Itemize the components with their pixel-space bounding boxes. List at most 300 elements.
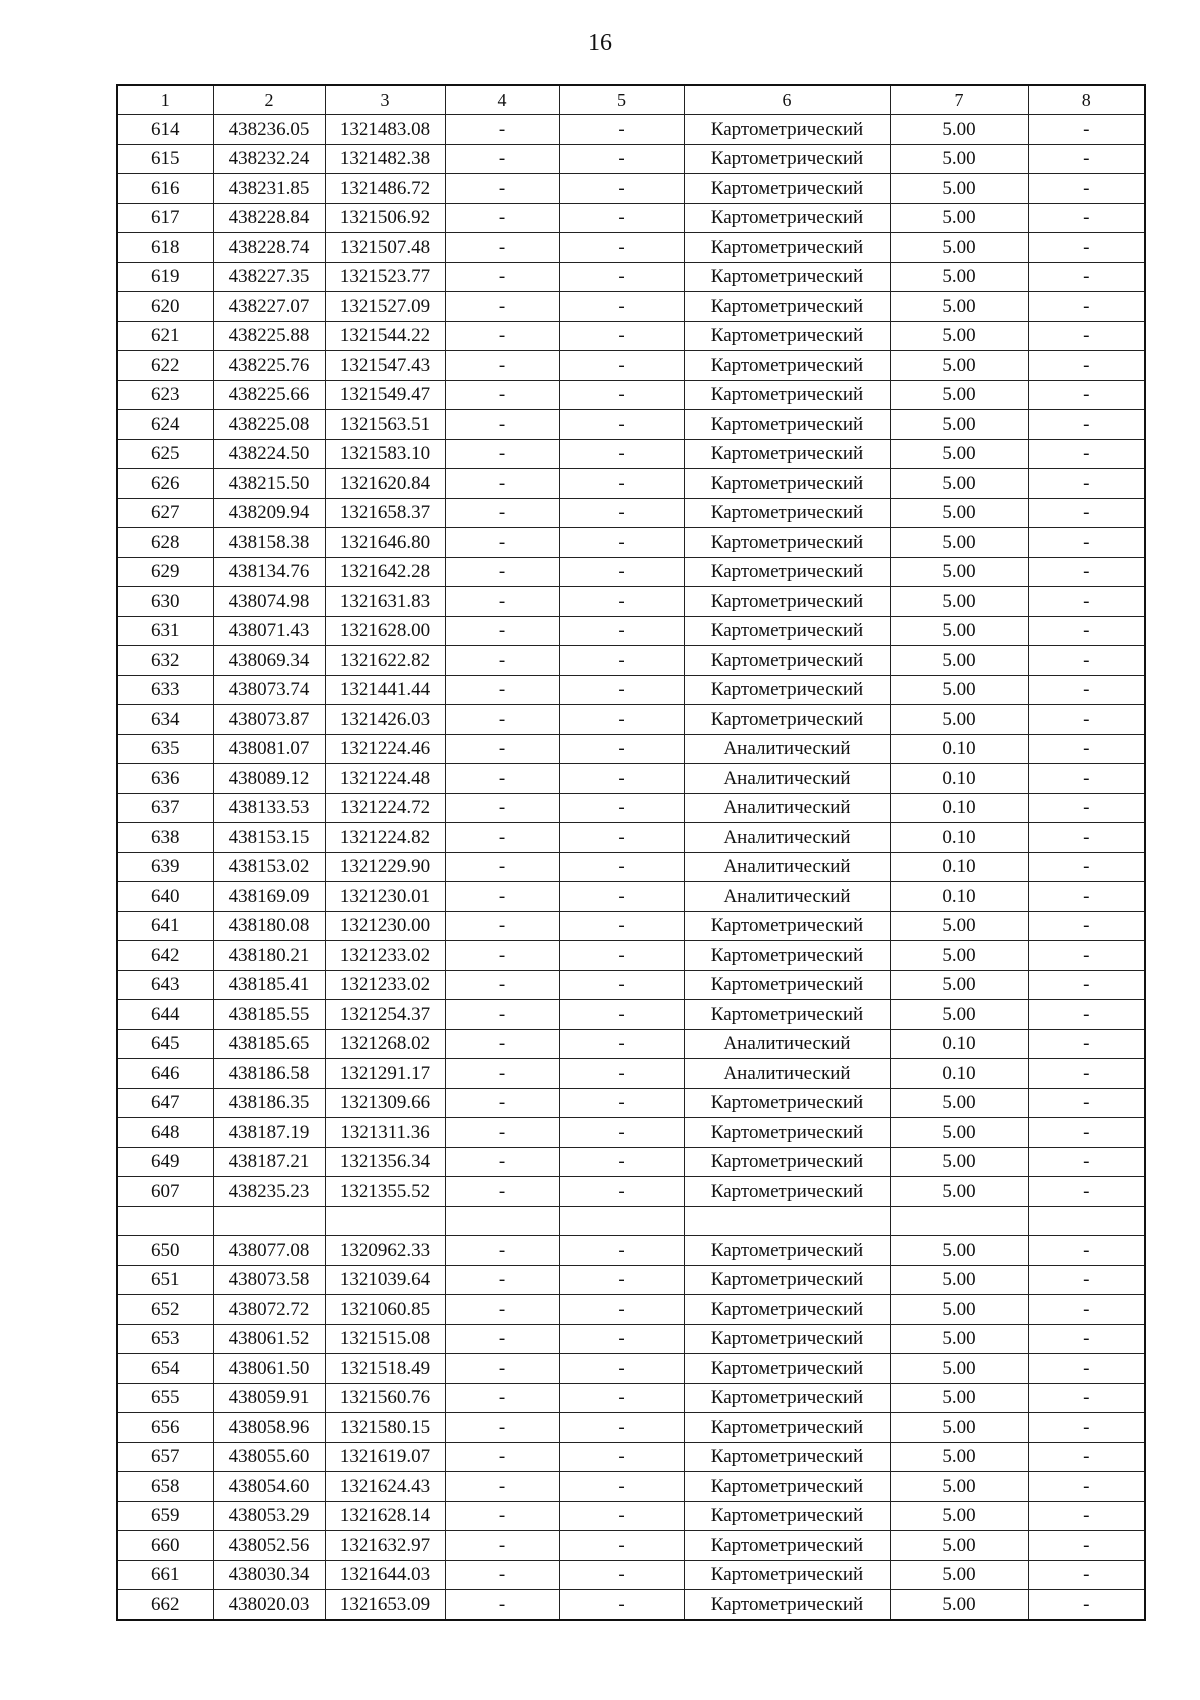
column-header: 2 (213, 85, 325, 115)
point-number-cell: 646 (117, 1059, 213, 1089)
col5-cell: - (559, 1501, 684, 1531)
point-number-cell: 655 (117, 1383, 213, 1413)
x-coordinate-cell: 438227.35 (213, 262, 325, 292)
col4-cell: - (445, 410, 559, 440)
y-coordinate-cell: 1321309.66 (325, 1088, 445, 1118)
col5-cell: - (559, 646, 684, 676)
col4-cell: - (445, 351, 559, 381)
col5-cell: - (559, 1560, 684, 1590)
col8-cell: - (1028, 616, 1145, 646)
table-row (117, 1059, 1145, 1089)
table-row (117, 646, 1145, 676)
table-row (117, 1236, 1145, 1266)
method-cell: Картометрический (684, 970, 890, 1000)
y-coordinate-cell: 1321583.10 (325, 439, 445, 469)
col5-cell: - (559, 1265, 684, 1295)
accuracy-cell: 0.10 (890, 793, 1028, 823)
method-cell: Картометрический (684, 1088, 890, 1118)
y-coordinate-cell: 1321224.48 (325, 764, 445, 794)
x-coordinate-cell: 438186.35 (213, 1088, 325, 1118)
x-coordinate-cell: 438225.66 (213, 380, 325, 410)
table-row (117, 970, 1145, 1000)
col5-cell: - (559, 292, 684, 322)
method-cell: Картометрический (684, 1354, 890, 1384)
point-number-cell: 607 (117, 1177, 213, 1207)
col5-cell: - (559, 557, 684, 587)
x-coordinate-cell: 438071.43 (213, 616, 325, 646)
col4-cell: - (445, 1295, 559, 1325)
accuracy-cell: 5.00 (890, 1265, 1028, 1295)
x-coordinate-cell: 438081.07 (213, 734, 325, 764)
col8-cell: - (1028, 1236, 1145, 1266)
method-cell: Картометрический (684, 1118, 890, 1148)
accuracy-cell: 0.10 (890, 823, 1028, 853)
x-coordinate-cell: 438235.23 (213, 1177, 325, 1207)
col5-cell: - (559, 705, 684, 735)
method-cell: Картометрический (684, 144, 890, 174)
col4-cell: - (445, 1501, 559, 1531)
col4-cell: - (445, 793, 559, 823)
method-cell (684, 1206, 890, 1236)
y-coordinate-cell: 1321356.34 (325, 1147, 445, 1177)
point-number-cell: 627 (117, 498, 213, 528)
point-number-cell: 629 (117, 557, 213, 587)
method-cell: Картометрический (684, 1265, 890, 1295)
col4-cell: - (445, 1560, 559, 1590)
table-row (117, 941, 1145, 971)
y-coordinate-cell: 1321628.00 (325, 616, 445, 646)
point-number-cell: 638 (117, 823, 213, 853)
col4-cell: - (445, 557, 559, 587)
col4-cell: - (445, 292, 559, 322)
table-row (117, 852, 1145, 882)
x-coordinate-cell: 438073.58 (213, 1265, 325, 1295)
x-coordinate-cell: 438052.56 (213, 1531, 325, 1561)
y-coordinate-cell: 1321628.14 (325, 1501, 445, 1531)
col5-cell: - (559, 351, 684, 381)
x-coordinate-cell: 438225.88 (213, 321, 325, 351)
method-cell: Картометрический (684, 1147, 890, 1177)
table-row (117, 1472, 1145, 1502)
table-body (117, 115, 1145, 1620)
table-row (117, 705, 1145, 735)
column-header: 4 (445, 85, 559, 115)
col8-cell: - (1028, 1531, 1145, 1561)
col5-cell: - (559, 793, 684, 823)
y-coordinate-cell: 1321507.48 (325, 233, 445, 263)
table-row (117, 1442, 1145, 1472)
col4-cell: - (445, 852, 559, 882)
x-coordinate-cell: 438232.24 (213, 144, 325, 174)
point-number-cell: 623 (117, 380, 213, 410)
col5-cell: - (559, 675, 684, 705)
col8-cell: - (1028, 115, 1145, 145)
accuracy-cell: 0.10 (890, 734, 1028, 764)
col8-cell: - (1028, 557, 1145, 587)
col4-cell: - (445, 321, 559, 351)
col5-cell: - (559, 1354, 684, 1384)
col5-cell: - (559, 321, 684, 351)
x-coordinate-cell: 438215.50 (213, 469, 325, 499)
point-number-cell: 658 (117, 1472, 213, 1502)
point-number-cell: 637 (117, 793, 213, 823)
x-coordinate-cell: 438185.41 (213, 970, 325, 1000)
y-coordinate-cell: 1321631.83 (325, 587, 445, 617)
y-coordinate-cell: 1320962.33 (325, 1236, 445, 1266)
point-number-cell: 649 (117, 1147, 213, 1177)
x-coordinate-cell: 438073.87 (213, 705, 325, 735)
accuracy-cell: 5.00 (890, 469, 1028, 499)
table-row (117, 1029, 1145, 1059)
table-row (117, 351, 1145, 381)
column-header: 6 (684, 85, 890, 115)
point-number-cell: 643 (117, 970, 213, 1000)
point-number-cell: 661 (117, 1560, 213, 1590)
col4-cell: - (445, 675, 559, 705)
accuracy-cell: 5.00 (890, 1560, 1028, 1590)
col5-cell: - (559, 970, 684, 1000)
accuracy-cell: 5.00 (890, 1531, 1028, 1561)
method-cell: Аналитический (684, 764, 890, 794)
point-number-cell: 648 (117, 1118, 213, 1148)
method-cell: Картометрический (684, 1000, 890, 1030)
accuracy-cell: 5.00 (890, 646, 1028, 676)
method-cell: Картометрический (684, 321, 890, 351)
table-row (117, 1000, 1145, 1030)
table-row (117, 734, 1145, 764)
col5-cell: - (559, 911, 684, 941)
y-coordinate-cell: 1321355.52 (325, 1177, 445, 1207)
col8-cell: - (1028, 203, 1145, 233)
x-coordinate-cell: 438020.03 (213, 1590, 325, 1620)
table-row (117, 380, 1145, 410)
point-number-cell: 628 (117, 528, 213, 558)
accuracy-cell: 5.00 (890, 675, 1028, 705)
point-number-cell: 653 (117, 1324, 213, 1354)
point-number-cell: 630 (117, 587, 213, 617)
col5-cell: - (559, 1413, 684, 1443)
y-coordinate-cell: 1321254.37 (325, 1000, 445, 1030)
table-row (117, 1383, 1145, 1413)
table-row (117, 1265, 1145, 1295)
point-number-cell: 635 (117, 734, 213, 764)
table-row (117, 557, 1145, 587)
x-coordinate-cell: 438186.58 (213, 1059, 325, 1089)
method-cell: Аналитический (684, 852, 890, 882)
col5-cell: - (559, 174, 684, 204)
x-coordinate-cell: 438134.76 (213, 557, 325, 587)
col8-cell: - (1028, 1590, 1145, 1620)
method-cell: Картометрический (684, 380, 890, 410)
point-number-cell: 652 (117, 1295, 213, 1325)
y-coordinate-cell: 1321563.51 (325, 410, 445, 440)
point-number-cell: 644 (117, 1000, 213, 1030)
col4-cell: - (445, 439, 559, 469)
col8-cell: - (1028, 852, 1145, 882)
col8-cell: - (1028, 764, 1145, 794)
method-cell: Картометрический (684, 1560, 890, 1590)
y-coordinate-cell: 1321518.49 (325, 1354, 445, 1384)
col4-cell: - (445, 233, 559, 263)
coordinates-table (116, 84, 1146, 1621)
method-cell: Картометрический (684, 439, 890, 469)
table-row (117, 1177, 1145, 1207)
point-number-cell: 619 (117, 262, 213, 292)
x-coordinate-cell: 438077.08 (213, 1236, 325, 1266)
col5-cell: - (559, 1177, 684, 1207)
table-row (117, 1560, 1145, 1590)
col8-cell: - (1028, 1088, 1145, 1118)
method-cell: Картометрический (684, 941, 890, 971)
col8-cell: - (1028, 292, 1145, 322)
x-coordinate-cell: 438224.50 (213, 439, 325, 469)
point-number-cell: 626 (117, 469, 213, 499)
y-coordinate-cell: 1321644.03 (325, 1560, 445, 1590)
col5-cell: - (559, 587, 684, 617)
method-cell: Картометрический (684, 557, 890, 587)
col5-cell: - (559, 1472, 684, 1502)
col4-cell: - (445, 1531, 559, 1561)
col8-cell: - (1028, 1059, 1145, 1089)
col4-cell: - (445, 646, 559, 676)
x-coordinate-cell: 438074.98 (213, 587, 325, 617)
col8-cell: - (1028, 1324, 1145, 1354)
col8-cell: - (1028, 1295, 1145, 1325)
y-coordinate-cell: 1321426.03 (325, 705, 445, 735)
col5-cell: - (559, 233, 684, 263)
col4-cell: - (445, 1472, 559, 1502)
x-coordinate-cell: 438153.02 (213, 852, 325, 882)
col5-cell: - (559, 1059, 684, 1089)
col4-cell: - (445, 1088, 559, 1118)
col5-cell: - (559, 1324, 684, 1354)
col4-cell: - (445, 1059, 559, 1089)
method-cell: Картометрический (684, 262, 890, 292)
col8-cell: - (1028, 439, 1145, 469)
accuracy-cell: 5.00 (890, 1088, 1028, 1118)
y-coordinate-cell: 1321544.22 (325, 321, 445, 351)
accuracy-cell (890, 1206, 1028, 1236)
y-coordinate-cell: 1321233.02 (325, 941, 445, 971)
col8-cell: - (1028, 646, 1145, 676)
col5-cell: - (559, 439, 684, 469)
y-coordinate-cell: 1321482.38 (325, 144, 445, 174)
col8-cell: - (1028, 498, 1145, 528)
method-cell: Картометрический (684, 528, 890, 558)
accuracy-cell: 5.00 (890, 321, 1028, 351)
y-coordinate-cell: 1321230.00 (325, 911, 445, 941)
col8-cell: - (1028, 734, 1145, 764)
point-number-cell: 642 (117, 941, 213, 971)
col5-cell: - (559, 764, 684, 794)
col4-cell: - (445, 1029, 559, 1059)
col4-cell: - (445, 528, 559, 558)
accuracy-cell: 5.00 (890, 144, 1028, 174)
x-coordinate-cell: 438030.34 (213, 1560, 325, 1590)
table-row (117, 321, 1145, 351)
col4-cell: - (445, 1236, 559, 1266)
accuracy-cell: 5.00 (890, 351, 1028, 381)
table-row (117, 174, 1145, 204)
accuracy-cell: 5.00 (890, 410, 1028, 440)
y-coordinate-cell: 1321224.46 (325, 734, 445, 764)
table-row (117, 498, 1145, 528)
y-coordinate-cell: 1321224.72 (325, 793, 445, 823)
accuracy-cell: 5.00 (890, 528, 1028, 558)
col5-cell: - (559, 144, 684, 174)
y-coordinate-cell: 1321483.08 (325, 115, 445, 145)
col4-cell: - (445, 764, 559, 794)
table-row (117, 823, 1145, 853)
point-number-cell: 633 (117, 675, 213, 705)
accuracy-cell: 5.00 (890, 498, 1028, 528)
accuracy-cell: 0.10 (890, 1029, 1028, 1059)
x-coordinate-cell: 438061.50 (213, 1354, 325, 1384)
method-cell: Картометрический (684, 410, 890, 440)
point-number-cell: 616 (117, 174, 213, 204)
table-row (117, 764, 1145, 794)
page-number: 16 (588, 30, 612, 56)
accuracy-cell: 5.00 (890, 203, 1028, 233)
y-coordinate-cell: 1321622.82 (325, 646, 445, 676)
accuracy-cell: 0.10 (890, 1059, 1028, 1089)
col8-cell: - (1028, 174, 1145, 204)
col8-cell: - (1028, 469, 1145, 499)
x-coordinate-cell: 438089.12 (213, 764, 325, 794)
table-row (117, 1147, 1145, 1177)
x-coordinate-cell: 438054.60 (213, 1472, 325, 1502)
col5-cell: - (559, 1442, 684, 1472)
y-coordinate-cell: 1321580.15 (325, 1413, 445, 1443)
table-row (117, 1590, 1145, 1620)
col4-cell (445, 1206, 559, 1236)
method-cell: Аналитический (684, 793, 890, 823)
y-coordinate-cell: 1321527.09 (325, 292, 445, 322)
col5-cell: - (559, 734, 684, 764)
col4-cell: - (445, 1442, 559, 1472)
col8-cell: - (1028, 1560, 1145, 1590)
col8-cell: - (1028, 351, 1145, 381)
col4-cell: - (445, 1354, 559, 1384)
col4-cell: - (445, 1413, 559, 1443)
method-cell: Картометрический (684, 292, 890, 322)
column-header: 8 (1028, 85, 1145, 115)
x-coordinate-cell: 438231.85 (213, 174, 325, 204)
col5-cell: - (559, 115, 684, 145)
x-coordinate-cell: 438158.38 (213, 528, 325, 558)
col5-cell: - (559, 1000, 684, 1030)
accuracy-cell: 5.00 (890, 705, 1028, 735)
point-number-cell: 660 (117, 1531, 213, 1561)
y-coordinate-cell: 1321515.08 (325, 1324, 445, 1354)
table-row (117, 1531, 1145, 1561)
col5-cell: - (559, 498, 684, 528)
col4-cell: - (445, 174, 559, 204)
col4-cell: - (445, 1265, 559, 1295)
x-coordinate-cell: 438228.84 (213, 203, 325, 233)
method-cell: Картометрический (684, 1501, 890, 1531)
point-number-cell: 631 (117, 616, 213, 646)
accuracy-cell: 5.00 (890, 439, 1028, 469)
col4-cell: - (445, 1324, 559, 1354)
x-coordinate-cell: 438185.55 (213, 1000, 325, 1030)
x-coordinate-cell: 438225.08 (213, 410, 325, 440)
col8-cell: - (1028, 144, 1145, 174)
y-coordinate-cell: 1321224.82 (325, 823, 445, 853)
point-number-cell: 641 (117, 911, 213, 941)
col4-cell: - (445, 587, 559, 617)
method-cell: Картометрический (684, 911, 890, 941)
accuracy-cell: 5.00 (890, 1324, 1028, 1354)
point-number-cell: 647 (117, 1088, 213, 1118)
method-cell: Картометрический (684, 1531, 890, 1561)
col5-cell: - (559, 616, 684, 646)
table-row (117, 675, 1145, 705)
method-cell: Аналитический (684, 882, 890, 912)
col5-cell: - (559, 1147, 684, 1177)
x-coordinate-cell: 438180.21 (213, 941, 325, 971)
col8-cell: - (1028, 321, 1145, 351)
accuracy-cell: 0.10 (890, 882, 1028, 912)
accuracy-cell: 5.00 (890, 557, 1028, 587)
y-coordinate-cell: 1321642.28 (325, 557, 445, 587)
table-row (117, 1354, 1145, 1384)
point-number-cell: 640 (117, 882, 213, 912)
table-row (117, 233, 1145, 263)
col5-cell: - (559, 1295, 684, 1325)
point-number-cell: 634 (117, 705, 213, 735)
accuracy-cell: 5.00 (890, 1177, 1028, 1207)
x-coordinate-cell: 438209.94 (213, 498, 325, 528)
x-coordinate-cell: 438061.52 (213, 1324, 325, 1354)
table-row (117, 882, 1145, 912)
col8-cell: - (1028, 705, 1145, 735)
col5-cell: - (559, 380, 684, 410)
accuracy-cell: 0.10 (890, 852, 1028, 882)
y-coordinate-cell: 1321632.97 (325, 1531, 445, 1561)
col8-cell: - (1028, 1177, 1145, 1207)
x-coordinate-cell: 438228.74 (213, 233, 325, 263)
accuracy-cell: 0.10 (890, 764, 1028, 794)
x-coordinate-cell: 438072.72 (213, 1295, 325, 1325)
method-cell: Картометрический (684, 705, 890, 735)
table-row (117, 1088, 1145, 1118)
y-coordinate-cell: 1321620.84 (325, 469, 445, 499)
col8-cell: - (1028, 1029, 1145, 1059)
x-coordinate-cell: 438153.15 (213, 823, 325, 853)
x-coordinate-cell: 438187.21 (213, 1147, 325, 1177)
col8-cell: - (1028, 911, 1145, 941)
col4-cell: - (445, 498, 559, 528)
table-row (117, 410, 1145, 440)
column-header: 7 (890, 85, 1028, 115)
table-row (117, 793, 1145, 823)
point-number-cell: 654 (117, 1354, 213, 1384)
col5-cell: - (559, 823, 684, 853)
col5-cell: - (559, 1383, 684, 1413)
accuracy-cell: 5.00 (890, 115, 1028, 145)
column-header: 3 (325, 85, 445, 115)
col8-cell: - (1028, 1472, 1145, 1502)
point-number-cell: 659 (117, 1501, 213, 1531)
col4-cell: - (445, 882, 559, 912)
method-cell: Картометрический (684, 1295, 890, 1325)
col8-cell: - (1028, 528, 1145, 558)
col8-cell: - (1028, 262, 1145, 292)
y-coordinate-cell: 1321291.17 (325, 1059, 445, 1089)
accuracy-cell: 5.00 (890, 380, 1028, 410)
col4-cell: - (445, 1177, 559, 1207)
